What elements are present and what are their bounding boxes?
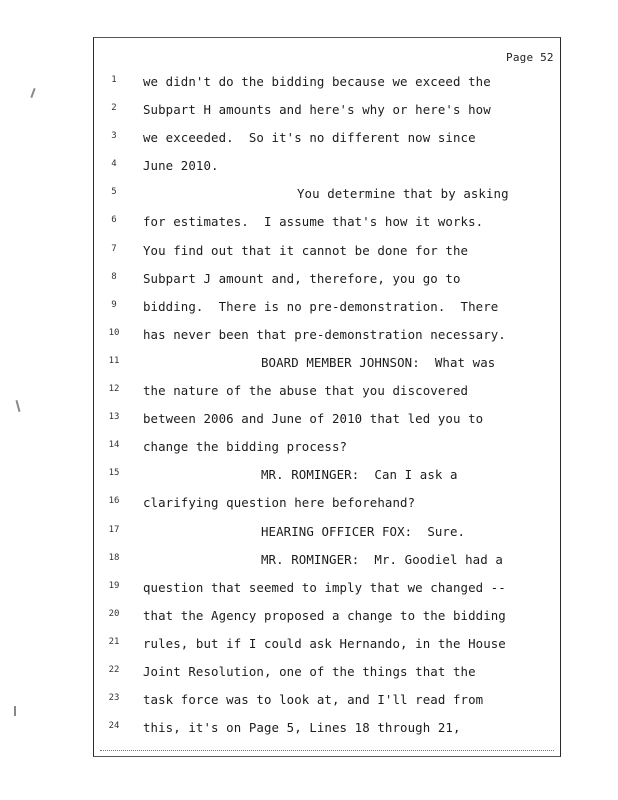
- line-number: 14: [108, 440, 120, 451]
- line-number: 4: [111, 159, 117, 170]
- line-number: 3: [111, 131, 117, 142]
- line-number: 23: [108, 693, 120, 704]
- transcript-line: the nature of the abuse that you discovered: [143, 383, 469, 399]
- scan-margin-mark: [30, 88, 35, 98]
- line-number: 21: [108, 636, 120, 647]
- transcript-line: for estimates. I assume that's how it works.: [143, 214, 484, 230]
- line-number: 5: [111, 187, 117, 198]
- line-number: 22: [108, 664, 120, 675]
- transcript-body: [143, 72, 555, 746]
- line-number: 9: [111, 299, 117, 310]
- transcript-line: clarifying question here beforehand?: [143, 495, 416, 511]
- transcript-line: Subpart H amounts and here's why or here's how: [143, 102, 491, 118]
- speaker-line: BOARD MEMBER JOHNSON: What was: [261, 354, 496, 370]
- transcript-line: You find out that it cannot be done for the: [143, 242, 469, 258]
- line-number: 15: [108, 468, 120, 479]
- line-number: 7: [111, 243, 117, 254]
- line-number: 13: [108, 412, 120, 423]
- line-number: 17: [108, 524, 120, 535]
- scan-margin-mark: [14, 706, 16, 716]
- line-number: 10: [108, 327, 120, 338]
- speaker-line: HEARING OFFICER FOX: Sure.: [261, 523, 466, 539]
- speaker-line: MR. ROMINGER: Mr. Goodiel had a: [261, 551, 503, 567]
- line-number-column: [100, 72, 128, 746]
- transcript-line: we didn't do the bidding because we exceed the: [143, 74, 491, 89]
- page-number: Page 52: [506, 51, 554, 64]
- transcript-line: rules, but if I could ask Hernando, in the House: [143, 635, 506, 651]
- transcript-line: question that seemed to imply that we changed --: [143, 579, 506, 595]
- speaker-line: MR. ROMINGER: Can I ask a: [261, 467, 458, 483]
- line-number: 20: [108, 608, 120, 619]
- line-number: 8: [111, 271, 117, 282]
- transcript-line: Subpart J amount and, therefore, you go to: [143, 270, 461, 286]
- line-number: 11: [108, 355, 120, 366]
- transcript-line: this, it's on Page 5, Lines 18 through 21,: [143, 720, 461, 736]
- line-number: 24: [108, 721, 120, 732]
- line-number: 19: [108, 580, 120, 591]
- line-number: 12: [108, 384, 120, 395]
- line-number: 18: [108, 552, 120, 563]
- transcript-line: we exceeded. So it's no different now since: [143, 130, 476, 146]
- transcript-line: You determine that by asking: [297, 186, 509, 202]
- transcript-line: between 2006 and June of 2010 that led you to: [143, 411, 484, 427]
- transcript-line: task force was to look at, and I'll read from: [143, 692, 484, 708]
- transcript-line: has never been that pre-demonstration necessary.: [143, 326, 506, 342]
- transcript-line: change the bidding process?: [143, 439, 348, 455]
- line-number: 16: [108, 496, 120, 507]
- transcript-line: that the Agency proposed a change to the bidding: [143, 607, 506, 623]
- transcript-line: Joint Resolution, one of the things that the: [143, 663, 476, 679]
- line-number: 2: [111, 103, 117, 114]
- line-number: 6: [111, 215, 117, 226]
- line-number: 1: [111, 75, 117, 85]
- transcript-line: June 2010.: [143, 158, 219, 174]
- scan-margin-mark: [15, 400, 20, 412]
- transcript-line: bidding. There is no pre-demonstration. There: [143, 298, 499, 314]
